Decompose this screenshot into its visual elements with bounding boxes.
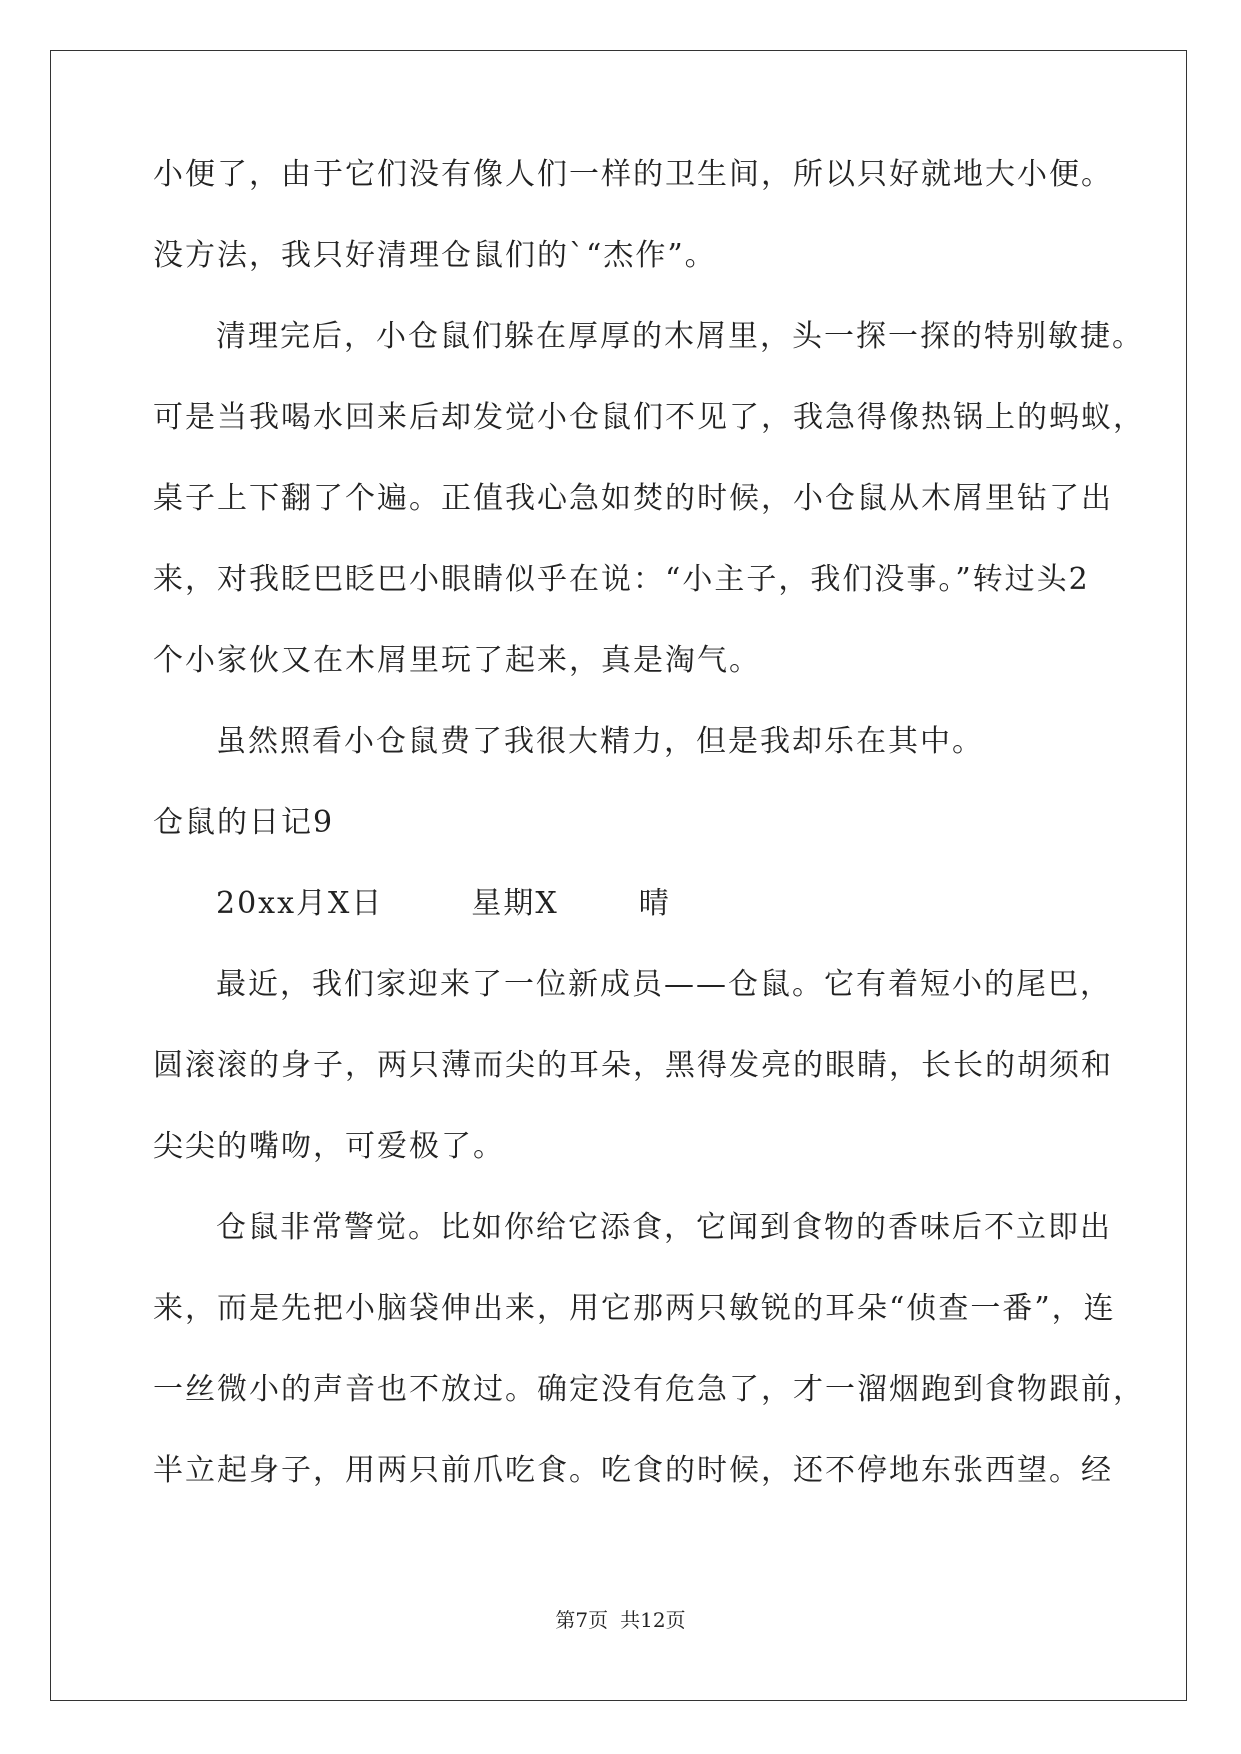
text-line: 个小家伙又在木屑里玩了起来，真是淘气。: [153, 643, 761, 678]
text-line: 没方法，我只好清理仓鼠们的`“杰作”。: [153, 238, 717, 273]
text-line: 来，而是先把小脑袋伸出来，用它那两只敏锐的耳朵“侦查一番”，连: [153, 1291, 1116, 1326]
paragraph-first-line: 清理完后，小仓鼠们躲在厚厚的木屑里，头一探一探的特别敏捷。: [216, 319, 1144, 354]
page-footer: [0, 1608, 1241, 1632]
text-line: 半立起身子，用两只前爪吃食。吃食的时候，还不停地东张西望。经: [153, 1453, 1113, 1488]
document-body: [153, 155, 1145, 1532]
weekday-text: 星期X: [471, 886, 559, 921]
text-line: 可是当我喝水回来后却发觉小仓鼠们不见了，我急得像热锅上的蚂蚁，: [153, 400, 1145, 435]
date-line: [153, 884, 1093, 924]
text-line: 尖尖的嘴吻，可爱极了。: [153, 1129, 505, 1164]
paragraph-first-line: 仓鼠非常警觉。比如你给它添食，它闻到食物的香味后不立即出: [216, 1210, 1112, 1245]
paragraph-first-line: 最近，我们家迎来了一位新成员——仓鼠。它有着短小的尾巴，: [216, 967, 1112, 1002]
date-text: 20xx月X日: [216, 886, 384, 921]
page-total: 共12页: [620, 1608, 686, 1632]
text-line: 桌子上下翻了个遍。正值我心急如焚的时候，小仓鼠从木屑里钻了出: [153, 481, 1113, 516]
text-line: 来，对我眨巴眨巴小眼睛似乎在说：“小主子，我们没事。”转过头2: [153, 562, 1090, 597]
paragraph-first-line: 虽然照看小仓鼠费了我很大精力，但是我却乐在其中。: [216, 724, 984, 759]
weather-text: 晴: [638, 886, 671, 921]
text-line: 小便了，由于它们没有像人们一样的卫生间，所以只好就地大小便。: [153, 157, 1113, 192]
text-line: 圆滚滚的身子，两只薄而尖的耳朵，黑得发亮的眼睛，长长的胡须和: [153, 1048, 1113, 1083]
section-title: 仓鼠的日记9: [153, 805, 335, 840]
text-line: 一丝微小的声音也不放过。确定没有危急了，才一溜烟跑到食物跟前，: [153, 1372, 1145, 1407]
page-number: 第7页: [555, 1608, 609, 1632]
